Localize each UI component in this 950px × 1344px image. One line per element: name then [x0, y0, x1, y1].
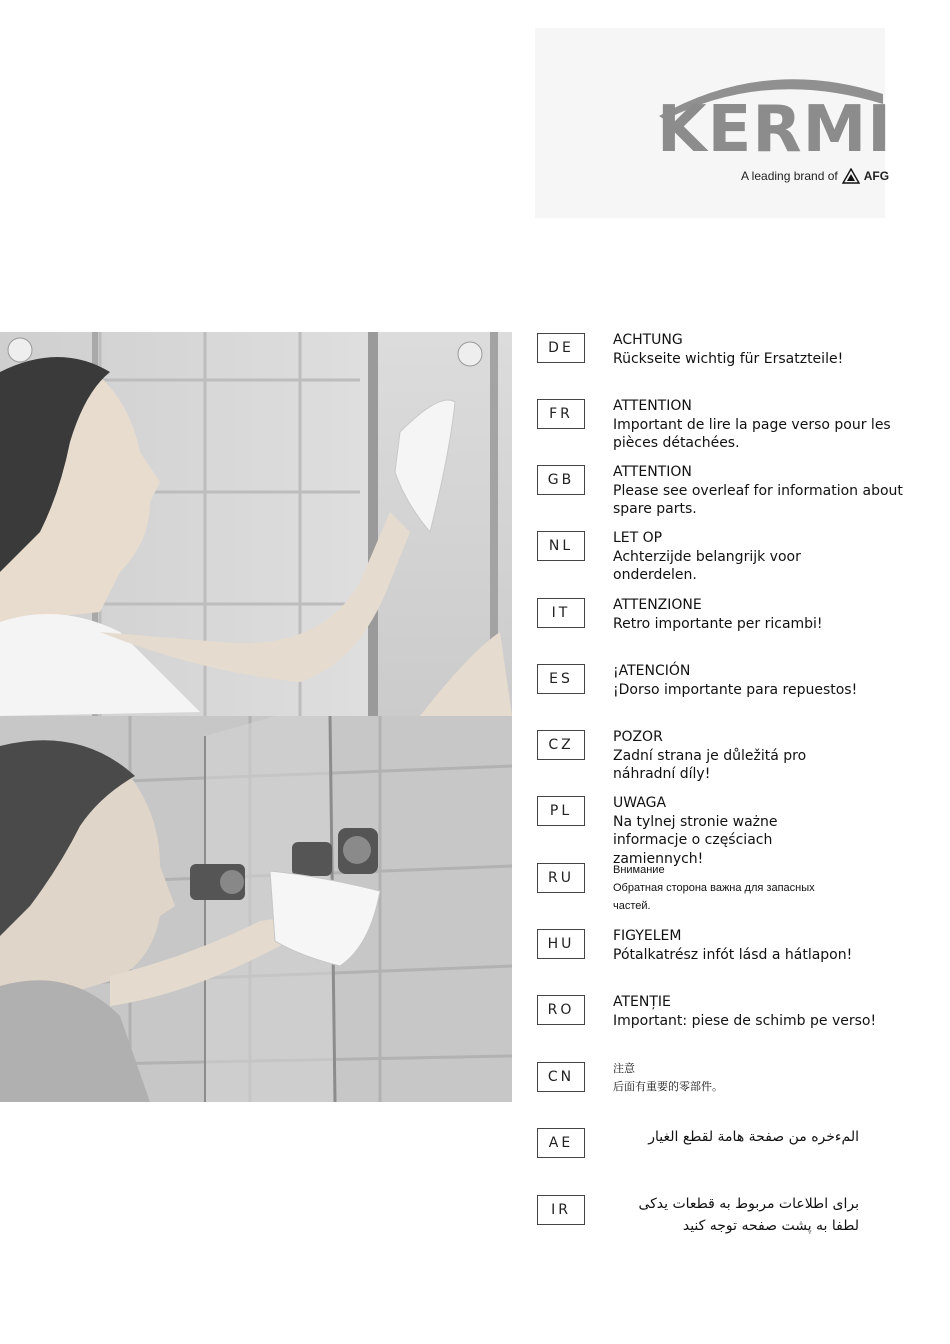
logo-panel [535, 28, 893, 218]
lang-code-box: IR [537, 1195, 585, 1225]
notice-title: ACHTUNG [613, 332, 683, 348]
lang-code-box: AE [537, 1128, 585, 1158]
notice-text [613, 728, 868, 784]
notice-text [613, 529, 803, 585]
lang-code-box: RO [537, 995, 585, 1025]
notice-message: Important: piese de schimb pe verso! [613, 1012, 877, 1029]
lang-code-box: RU [537, 863, 585, 893]
lang-code-box: HU [537, 929, 585, 959]
notice-title: POZOR [613, 729, 663, 745]
notice-text [613, 397, 933, 453]
notice-message: Rückseite wichtig für Ersatzteile! [613, 350, 844, 367]
lang-code-box: IT [537, 598, 585, 628]
lang-code-box: NL [537, 531, 585, 561]
notice-text [613, 861, 848, 915]
photo-cleaning-door [0, 716, 512, 1102]
lang-code-box: CN [537, 1062, 585, 1092]
notice-message: Pótalkatrész infót lásd a hátlapon! [613, 946, 853, 963]
notice-message: 后面有重要的零部件。 [613, 1080, 723, 1093]
notice-text [613, 794, 853, 868]
notice-message: Important de lire la page verso pour les pièces détachées. [613, 416, 891, 451]
notice-message: ¡Dorso importante para repuestos! [613, 681, 858, 698]
photo-wiping-glass [0, 332, 512, 716]
notice-message: Achterzijde belangrijk voor onderdelen. [613, 548, 801, 583]
notice-message: المءخره من صفحة هامة لقطع الغيار [648, 1129, 859, 1145]
notice-message: برای اطلاعات مربوط به قطعات یدکی لطفا به پشت صفحه توجه کنید [638, 1196, 859, 1234]
brand-tagline [741, 168, 889, 184]
lang-code-box: CZ [537, 730, 585, 760]
notice-title: ¡ATENCIÓN [613, 663, 691, 679]
notice-text [613, 596, 933, 633]
notice-title: ATTENZIONE [613, 597, 702, 613]
lang-code-box: PL [537, 796, 585, 826]
notice-text [613, 662, 933, 699]
notice-text [613, 927, 933, 964]
brand-logo-text: KERMI [657, 93, 893, 167]
notice-message: Na tylnej stronie ważne informacje o częściach zamiennych! [613, 813, 778, 867]
notice-text [613, 993, 933, 1030]
notice-title: UWAGA [613, 795, 667, 811]
afg-triangle-icon [842, 168, 860, 184]
notice-title: FIGYELEM [613, 928, 682, 944]
lang-code-box: FR [537, 399, 585, 429]
notice-title: Внимание [613, 864, 665, 876]
notice-title: ATENȚIE [613, 994, 671, 1010]
notice-title: LET OP [613, 530, 663, 546]
lang-code-box: GB [537, 465, 585, 495]
notice-text [613, 1060, 933, 1096]
notice-message: Please see overleaf for information about spare parts. [613, 482, 903, 517]
notice-title: ATTENTION [613, 398, 692, 414]
notice-message: Retro importante per ricambi! [613, 615, 823, 632]
afg-label: AFG [863, 169, 890, 183]
notice-text [613, 331, 933, 368]
lang-code-box: ES [537, 664, 585, 694]
notice-message: Обратная сторона важна для запасных частей. [613, 882, 815, 912]
tagline-text: A leading brand of [741, 169, 838, 183]
notice-text [613, 463, 933, 519]
lang-code-box: DE [537, 333, 585, 363]
notice-message: Zadní strana je důležitá pro náhradní díly! [613, 747, 807, 782]
notice-title: ATTENTION [613, 464, 692, 480]
notice-title: 注意 [613, 1062, 635, 1075]
